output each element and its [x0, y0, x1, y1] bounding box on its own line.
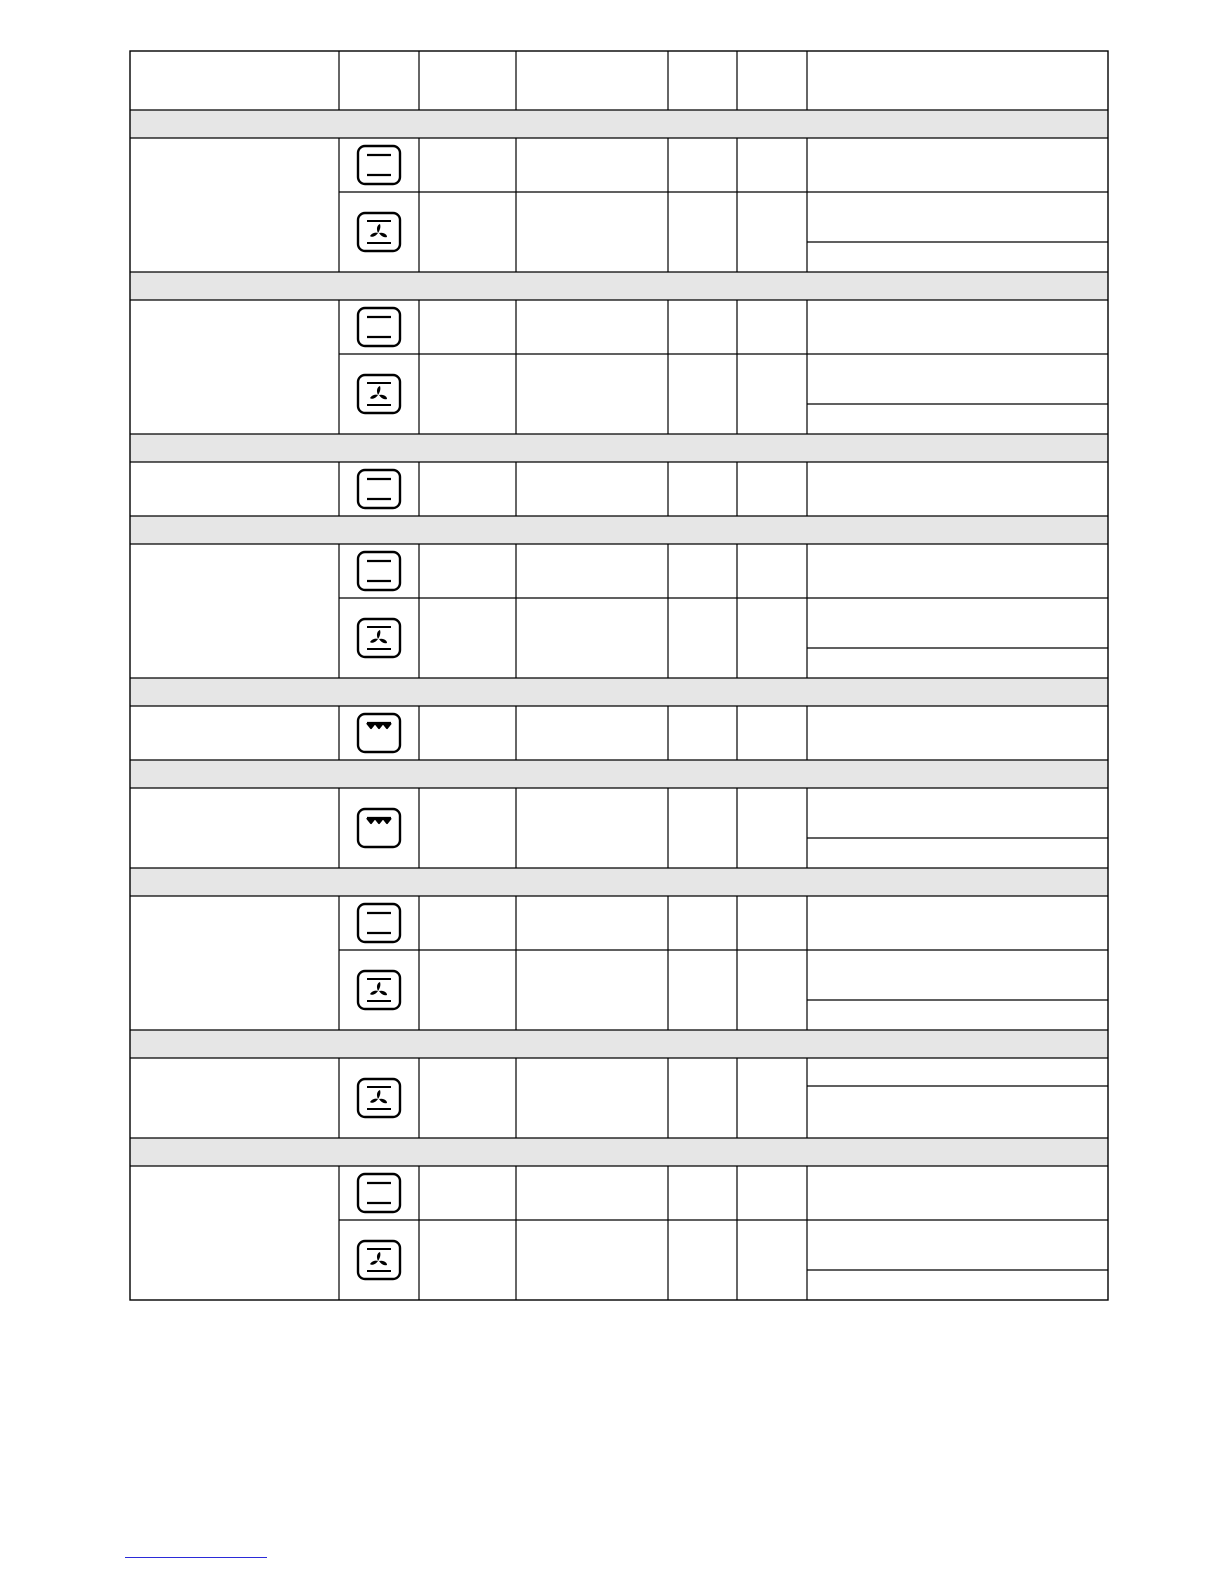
- section-band: [130, 760, 1108, 788]
- fan-heat-icon: [358, 213, 400, 251]
- conventional-heat-icon: [358, 308, 400, 346]
- fan-heat-icon: [358, 375, 400, 413]
- fan-heat-icon: [358, 971, 400, 1009]
- conventional-heat-icon: [358, 904, 400, 942]
- fan-heat-icon: [358, 1079, 400, 1117]
- conventional-heat-icon: [358, 552, 400, 590]
- fan-heat-icon: [358, 1241, 400, 1279]
- conventional-heat-icon: [358, 470, 400, 508]
- conventional-heat-icon: [358, 1174, 400, 1212]
- conventional-heat-icon: [358, 146, 400, 184]
- section-band: [130, 1138, 1108, 1166]
- section-band: [130, 110, 1108, 138]
- footer-link-rule: [125, 1557, 267, 1558]
- grill-icon: [358, 714, 400, 752]
- section-band: [130, 1030, 1108, 1058]
- section-band: [130, 272, 1108, 300]
- section-band: [130, 678, 1108, 706]
- fan-heat-icon: [358, 619, 400, 657]
- section-band: [130, 516, 1108, 544]
- table-border: [130, 51, 1108, 1300]
- grill-icon: [358, 809, 400, 847]
- section-band: [130, 868, 1108, 896]
- section-band: [130, 434, 1108, 462]
